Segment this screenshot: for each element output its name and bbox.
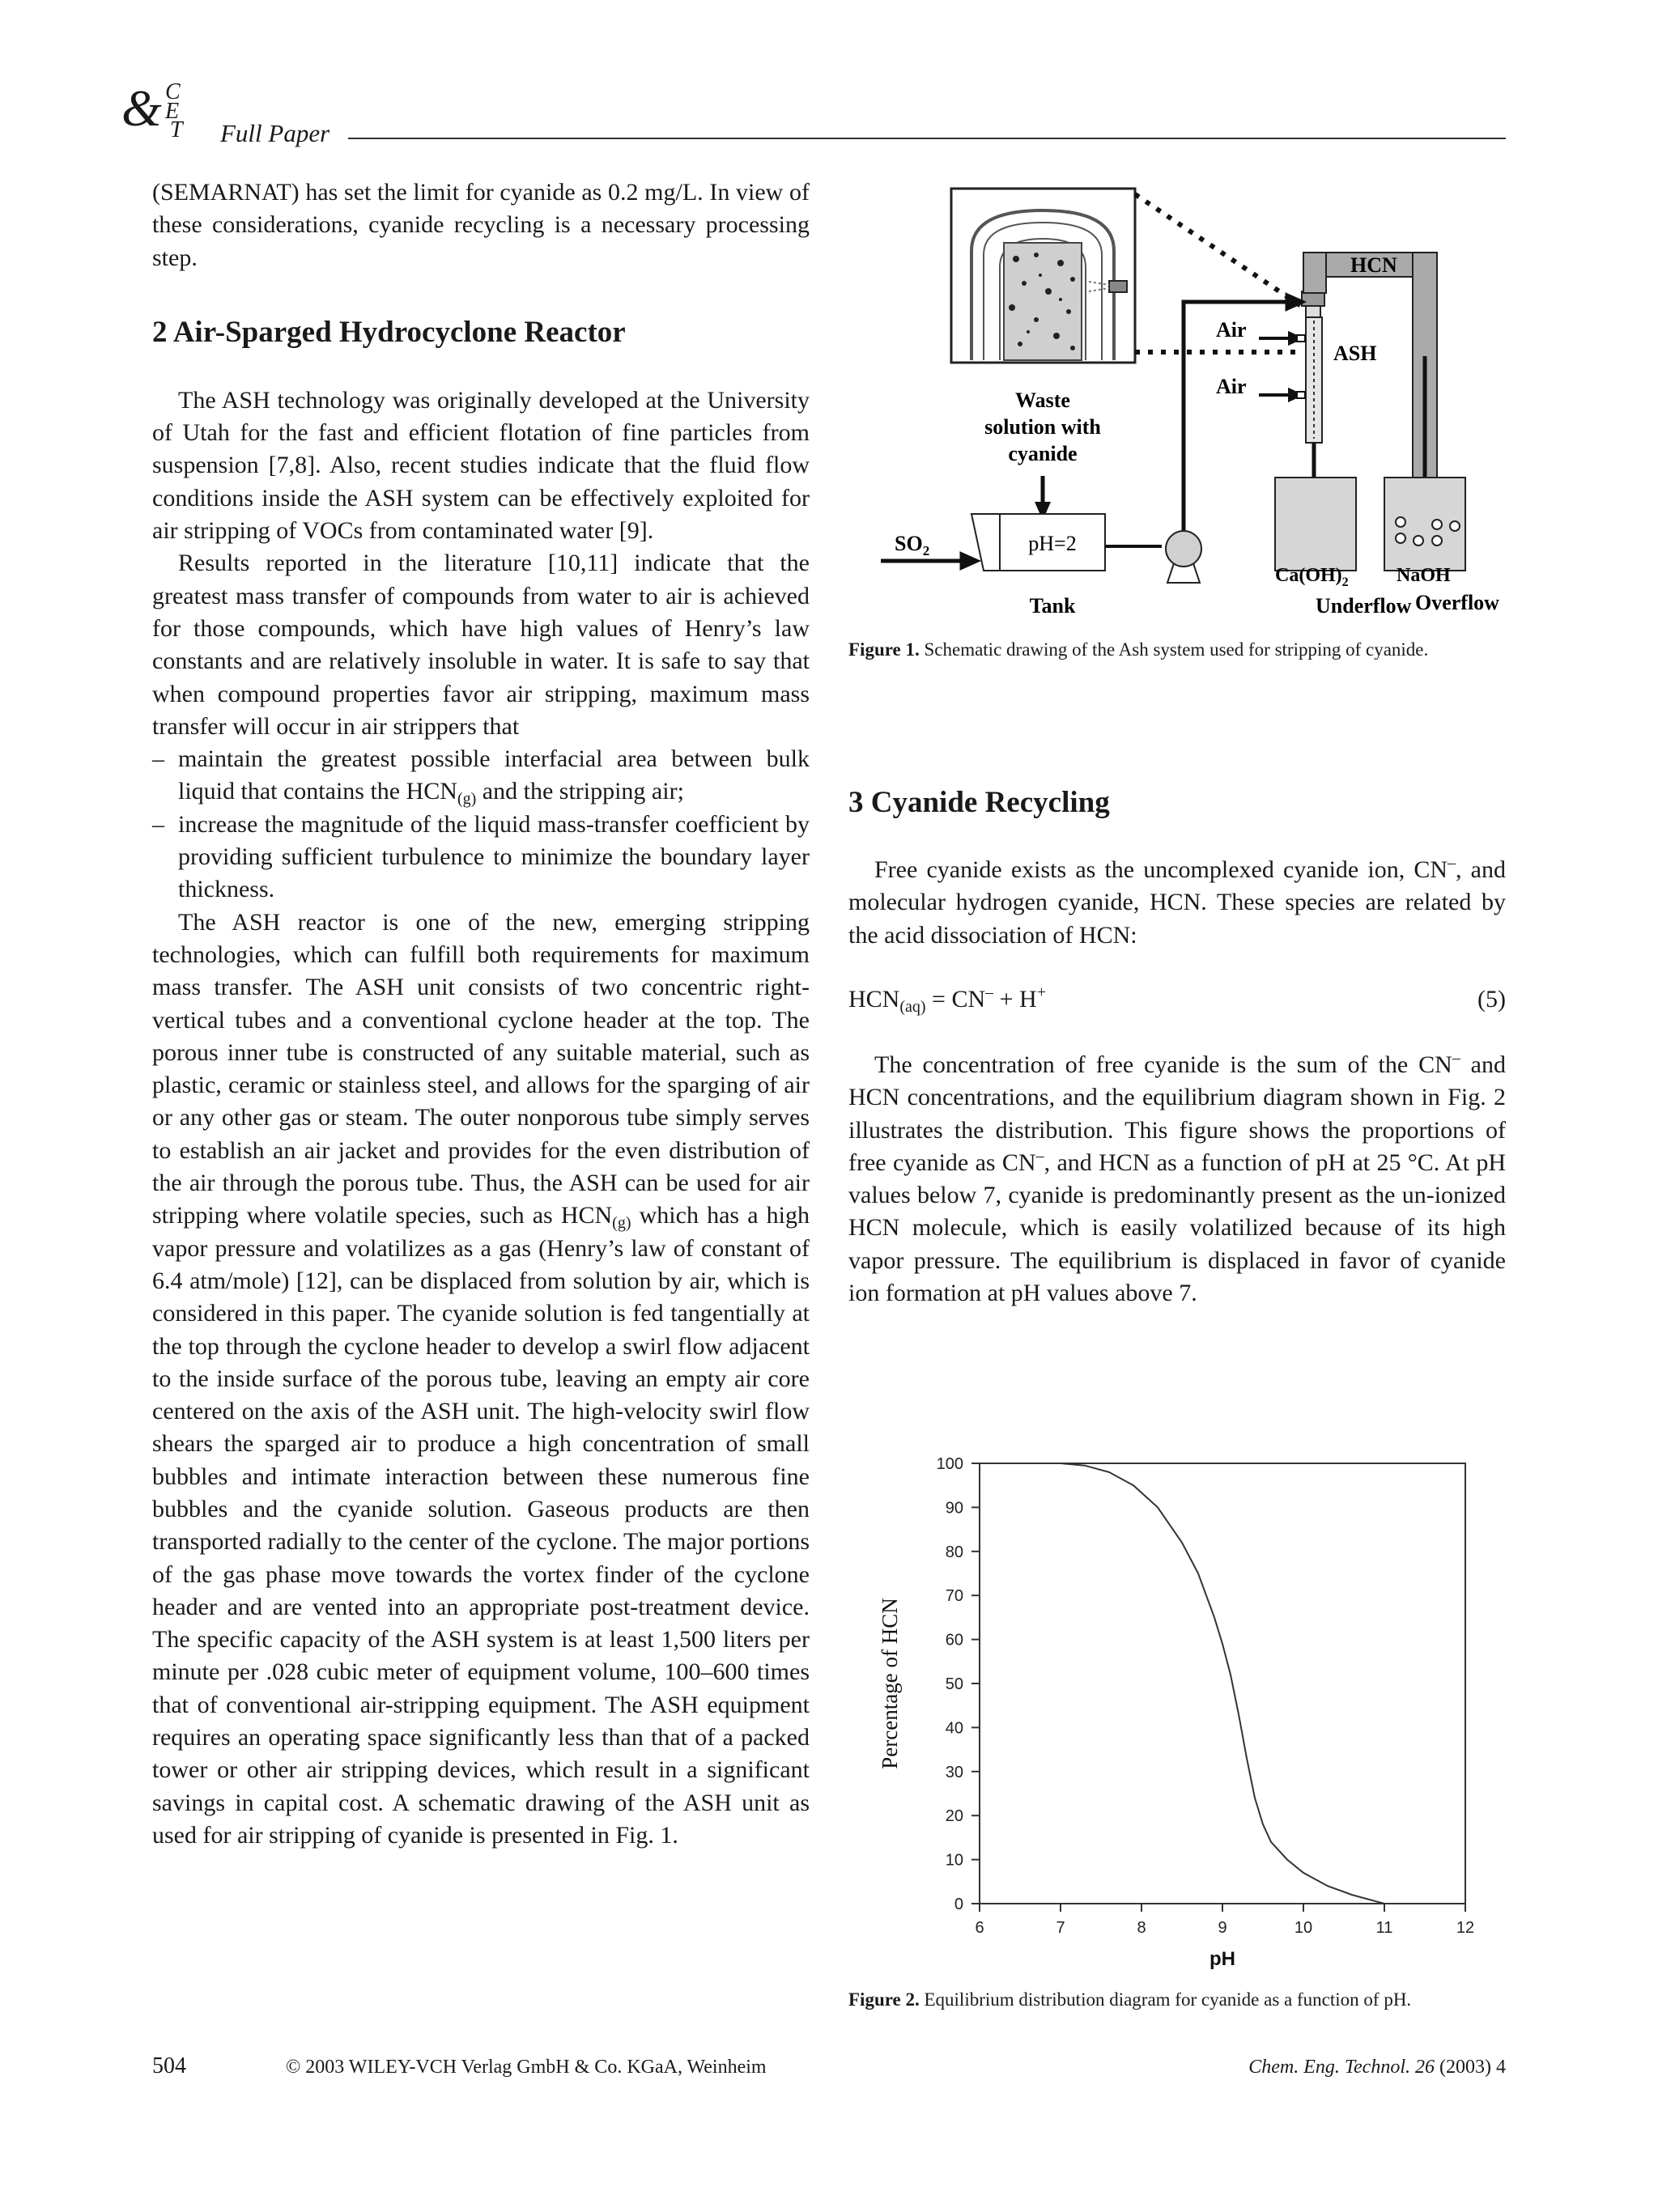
y-axis-label: Percentage of HCN: [878, 1598, 902, 1769]
label-caoh2: $Ca(OH)_2$: [1275, 565, 1349, 589]
label-waste-line1: Waste: [1015, 388, 1070, 412]
logo-letter-t: T: [170, 117, 183, 142]
paragraph-free-cyanide: [848, 854, 1506, 952]
paragraph-text: which has a high vapor pressure and volatilizes as a gas (Henry’s law of constant of 6.4 atm/mole) [12], can be displaced from solution by air, which is considered in this paper. The cyanide solution is fed tangentially at the top through the cyclone header to develop a swirl flow adjacent to the inside surface of the porous tube, leaving an empty air core centered on the axis of the ASH unit. The high-velocity swirl flow shears the sparged air to produce a high concentration of small bubbles and intimate interaction between these numerous fine bubbles and the cyanide solution. Gaseous products are then transported radially to the center of the cyclone. The major portions of the gas phase move towards the vortex finder of the cyclone header and are vented into an appropriate post-treatment device. The specific capacity of the ASH system is at least 1,500 liters per minute per .028 cubic meter of equipment volume, 100–600 times that of conventional air-stripping equipment. The ASH equipment requires an operating space significantly less than that of a packed tower or other air stripping devices, which result in a significant savings in capital cost. A schematic drawing of the ASH unit as used for air stripping of cyanide is presented in Fig. 1.: [152, 1202, 810, 1849]
paragraph-ash-reactor: [152, 906, 810, 1853]
paragraph-text: Free cyanide exists as the uncomplexed cyanide ion, CN: [874, 856, 1448, 883]
paragraph-text: , and molecular hydrogen cyanide, HCN. These species are related by the acid dissociation of HCN:: [848, 856, 1506, 949]
x-tick-label: 9: [1218, 1919, 1227, 1937]
bullet-interfacial-area: [152, 743, 810, 809]
x-tick-label: 7: [1056, 1919, 1065, 1937]
chart-plot-area: [878, 1455, 1474, 1970]
journal-name: Chem. Eng. Technol.: [1248, 2057, 1411, 2078]
y-tick-label: 80: [945, 1543, 963, 1561]
bullet-dash: –: [152, 745, 164, 773]
label-hcn: HCN: [1350, 253, 1397, 277]
logo-letter-c: C: [165, 79, 181, 104]
air-inlets: [1259, 333, 1305, 400]
caoh2-tank: [1275, 478, 1356, 571]
y-tick-label: 0: [954, 1896, 963, 1913]
label-overflow: Overflow: [1415, 591, 1499, 614]
x-tick-label: 6: [975, 1919, 984, 1937]
y-tick-label: 70: [945, 1587, 963, 1606]
y-tick-label: 30: [945, 1763, 963, 1781]
paragraph-text: The ASH reactor is one of the new, emerging stripping technologies, which can fulfill both requirements for maximum mass transfer. The ASH unit consists of two concentric right-vertical tubes and a conventional cyclone header at the top. The porous inner tube is constructed of any suitable material, such as plastic, ceramic or stainless steel, and allows for the sparging of air or any other gas or steam. The outer nonporous tube simply serves to establish an air jacket and provides for the even distribution of the air through the porous tube. Thus, the ASH can be used for air stripping where volatile species, such as HCN: [152, 908, 810, 1229]
x-axis-label: pH: [1209, 1948, 1235, 1970]
label-naoh: NaOH: [1397, 565, 1451, 586]
running-header: [121, 73, 1506, 154]
equation-text: HCN: [848, 986, 900, 1013]
equation-5: [848, 983, 1506, 1016]
pump-icon: [1166, 531, 1201, 583]
hcn-gas-pipe: [1303, 253, 1437, 512]
paragraph-semarnat: (SEMARNAT) has set the limit for cyanide as 0.2 mg/L. In view of these considerations, cyanide recycling is a necessary processing step.: [152, 179, 810, 271]
bullet-text: and the stripping air;: [476, 778, 684, 805]
copyright: © 2003 WILEY-VCH Verlag GmbH & Co. KGaA, Weinheim: [286, 2057, 767, 2078]
header-label: Full Paper: [220, 119, 330, 147]
journal-citation: [1248, 2057, 1506, 2078]
logo-letter-e: E: [165, 99, 180, 124]
section-heading-cyanide: 3 Cyanide Recycling: [848, 786, 1110, 819]
y-tick-label: 10: [945, 1851, 963, 1870]
series-line-hcn: [1061, 1463, 1384, 1904]
x-tick-label: 11: [1375, 1919, 1393, 1937]
paragraph-ash-intro: The ASH technology was originally developed at the University of Utah for the fast and efficient flotation of fine particles from suspension [7,8]. Also, recent studies indicate that the fluid flow conditions inside the ASH system can be effectively exploited for air stripping of VOCs from contaminated water [9].: [152, 386, 810, 545]
y-tick-label: 40: [945, 1719, 963, 1738]
superscript: –: [1452, 1049, 1460, 1067]
bullet-text: increase the magnitude of the liquid mass-transfer coefficient by providing sufficient turbulence to minimize the boundary layer thickness.: [178, 810, 810, 903]
bullet-dash: –: [152, 810, 164, 838]
bullet-turbulence: [152, 809, 810, 906]
logo-ampersand: &: [121, 79, 162, 137]
figure-1-caption-text: Schematic drawing of the Ash system used for stripping of cyanide.: [919, 639, 1429, 660]
ash-column: [1306, 317, 1322, 443]
superscript: –: [1035, 1146, 1044, 1165]
journal-logo: [121, 73, 194, 150]
y-tick-label: 60: [945, 1631, 963, 1649]
header-rule: [348, 138, 1506, 139]
label-tank: Tank: [1029, 594, 1076, 618]
figure-2-caption: [848, 1988, 1512, 2012]
label-air-bottom: Air: [1216, 375, 1247, 398]
page-number: 504: [152, 2053, 186, 2078]
subscript: (g): [612, 1214, 631, 1233]
figure-1-caption: [848, 638, 1512, 662]
label-air-top: Air: [1216, 318, 1247, 342]
x-tick-label: 10: [1294, 1919, 1313, 1937]
paragraph-text: , and HCN as a function of pH at 25 °C. At pH values below 7, cyanide is predominantly present as the un-ionized HCN molecule, which is easily volatilized because of its high vapor pressure. The equilibrium is displaced in favor of cyanide ion formation at pH values above 7.: [848, 1148, 1506, 1307]
paragraph-mass-transfer: Results reported in the literature [10,11] indicate that the greatest mass transfer of compounds from water to air is achieved for those compounds, which have high values of Henry’s law constants and are relatively insoluble in water. It is safe to say that when compound properties favor air stripping, maximum mass transfer will occur in air strippers that: [152, 550, 810, 740]
figure-1-caption-label: Figure 1.: [848, 639, 920, 660]
journal-issue: (2003) 4: [1439, 2057, 1506, 2078]
cyclone-header: [1302, 291, 1324, 317]
superscript: –: [1448, 854, 1456, 872]
equation-number: (5): [1477, 986, 1506, 1013]
label-underflow: Underflow: [1316, 594, 1412, 618]
left-column: [152, 176, 810, 1852]
subscript: (aq): [899, 998, 926, 1016]
y-tick-label: 100: [936, 1455, 963, 1473]
figure-1-schematic: [842, 178, 1506, 631]
section-heading-ash: 2 Air-Sparged Hydrocyclone Reactor: [152, 315, 626, 349]
paragraph-text: and HCN concentrations, and the equilibrium diagram shown in Fig. 2 illustrates the distribution. This figure shows the proportions of free cyanide as CN: [848, 1051, 1506, 1176]
bullet-text: maintain the greatest possible interfacial area between bulk liquid that contains the HCN: [178, 745, 810, 805]
right-column-text-2: [848, 1049, 1506, 1310]
x-tick-label: 12: [1456, 1919, 1475, 1937]
y-tick-label: 50: [945, 1675, 963, 1693]
y-tick-label: 20: [945, 1807, 963, 1826]
figure-2-caption-text: Equilibrium distribution diagram for cyanide as a function of pH.: [919, 1989, 1412, 2010]
paragraph-equilibrium: [848, 1049, 1506, 1310]
paragraph-text: The concentration of free cyanide is the sum of the CN: [874, 1051, 1452, 1078]
label-ash: ASH: [1333, 342, 1377, 365]
superscript: +: [1036, 983, 1047, 1001]
chart-frame: [980, 1463, 1465, 1904]
label-waste-line2: solution with: [984, 415, 1101, 439]
figure-2-caption-label: Figure 2.: [848, 1989, 920, 2010]
y-tick-label: 90: [945, 1499, 963, 1518]
subscript: (g): [457, 790, 477, 809]
label-waste-line3: cyanide: [1008, 442, 1078, 465]
equation-text: + H: [993, 986, 1037, 1013]
journal-volume: 26: [1415, 2057, 1435, 2078]
x-tick-label: 8: [1137, 1919, 1146, 1937]
equation-text: = CN: [925, 986, 986, 1013]
superscript: –: [985, 983, 994, 1001]
figure-2-chart: [866, 1441, 1498, 1975]
label-so2: $SO_2$: [895, 532, 930, 558]
right-column-text-1: [848, 854, 1506, 952]
label-ph: pH=2: [1028, 532, 1077, 555]
